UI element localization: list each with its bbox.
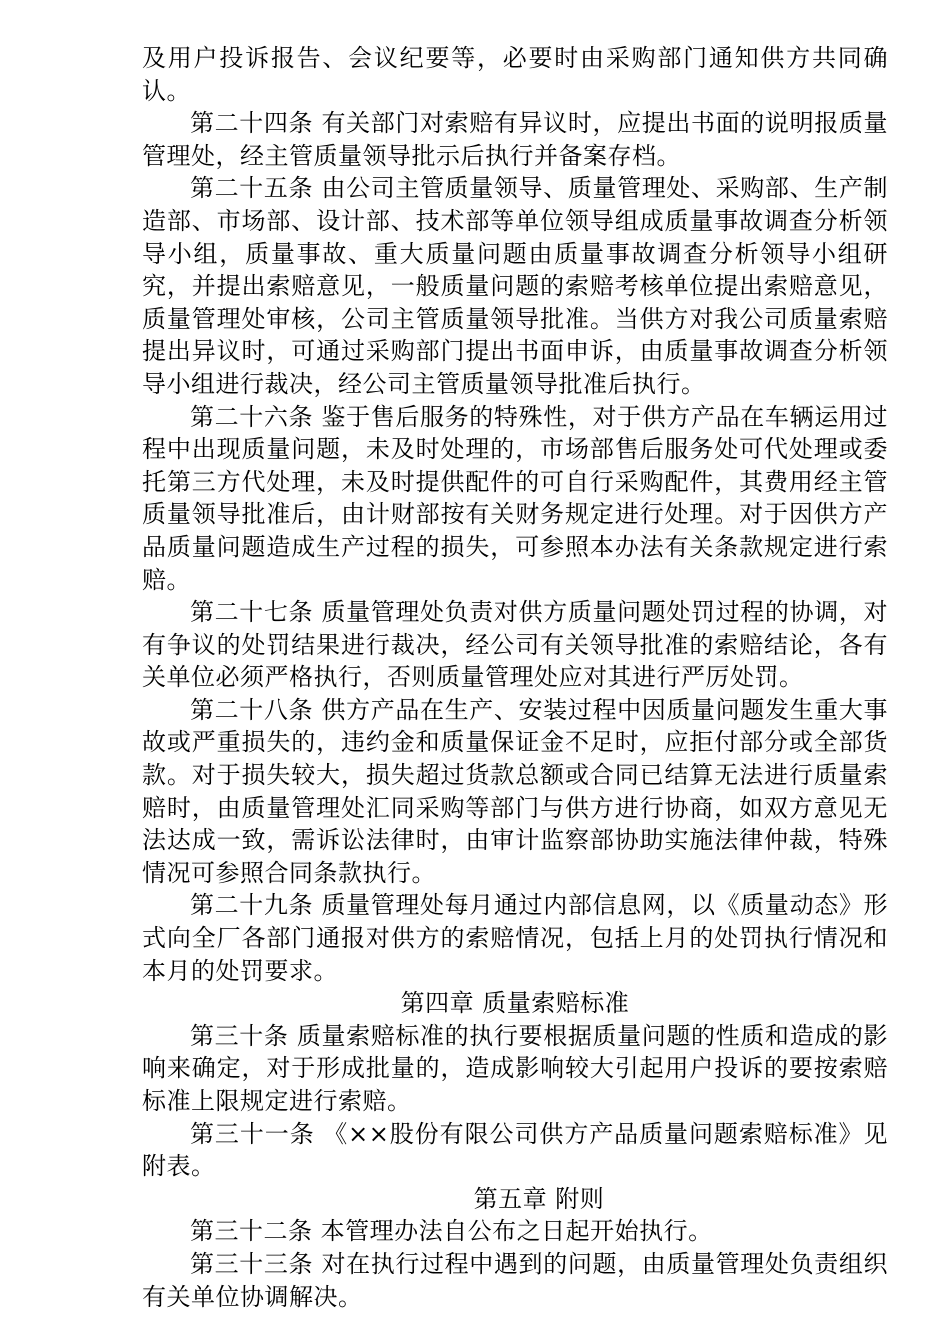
continuation-paragraph: 及用户投诉报告、会议纪要等，必要时由采购部门通知供方共同确认。 [142, 44, 888, 105]
article-32: 第三十二条 本管理办法自公布之日起开始执行。 [190, 1217, 713, 1246]
article-24: 第二十四条 有关部门对索赔有异议时，应提出书面的说明报质量管理处，经主管质量领导批示后执行并备案存档。 [142, 109, 888, 170]
article-25: 第二十五条 由公司主管质量领导、质量管理处、采购部、生产制造部、市场部、设计部、技术部等单位领导组成质量事故调查分析领导小组，质量事故、重大质量问题由质量事故调查分析领导小组研究，并提出索赔意见，一般质量问题的索赔考核单位提出索赔意见，质量管理处审核，公司主管质量领导批准。当供方对我公司质量索赔提出异议时，可通过采购部门提出书面申诉，由质量事故调查分析领导小组进行裁决，经公司主管质量领导批准后执行。 [142, 174, 888, 398]
article-28: 第二十八条 供方产品在生产、安装过程中因质量问题发生重大事故或严重损失的，违约金和质量保证金不足时，应拒付部分或全部货款。对于损失较大，损失超过货款总额或合同已结算无法进行质量索赔时，由质量管理处汇同采购等部门与供方进行协商，如双方意见无法达成一致，需诉讼法律时，由审计监察部协助实施法律仲裁，特殊情况可参照合同条款执行。 [142, 695, 888, 887]
article-29: 第二十九条 质量管理处每月通过内部信息网，以《质量动态》形式向全厂各部门通报对供方的索赔情况，包括上月的处罚执行情况和本月的处罚要求。 [142, 891, 888, 985]
article-33: 第三十三条 对在执行过程中遇到的问题，由质量管理处负责组织有关单位协调解决。 [142, 1249, 888, 1311]
article-27: 第二十七条 质量管理处负责对供方质量问题处罚过程的协调，对有争议的处罚结果进行裁决，经公司有关领导批准的索赔结论，各有关单位必须严格执行，否则质量管理处应对其进行严厉处罚。 [142, 598, 888, 692]
article-30: 第三十条 质量索赔标准的执行要根据质量问题的性质和造成的影响来确定，对于形成批量的，造成影响较大引起用户投诉的要按索赔标准上限规定进行索赔。 [142, 1021, 888, 1115]
chapter-4-heading: 第四章 质量索赔标准 [400, 989, 630, 1018]
chapter-5-heading: 第五章 附则 [473, 1184, 605, 1213]
article-31: 第三十一条 《××股份有限公司供方产品质量问题索赔标准》见附表。 [142, 1119, 888, 1181]
document-body [142, 42, 888, 1313]
article-26: 第二十六条 鉴于售后服务的特殊性，对于供方产品在车辆运用过程中出现质量问题，未及时处理的，市场部售后服务处可代处理或委托第三方代处理，未及时提供配件的可自行采购配件，其费用经主管质量领导批准后，由计财部按有关财务规定进行处理。对于因供方产品质量问题造成生产过程的损失，可参照本办法有关条款规定进行索赔。 [142, 402, 888, 594]
